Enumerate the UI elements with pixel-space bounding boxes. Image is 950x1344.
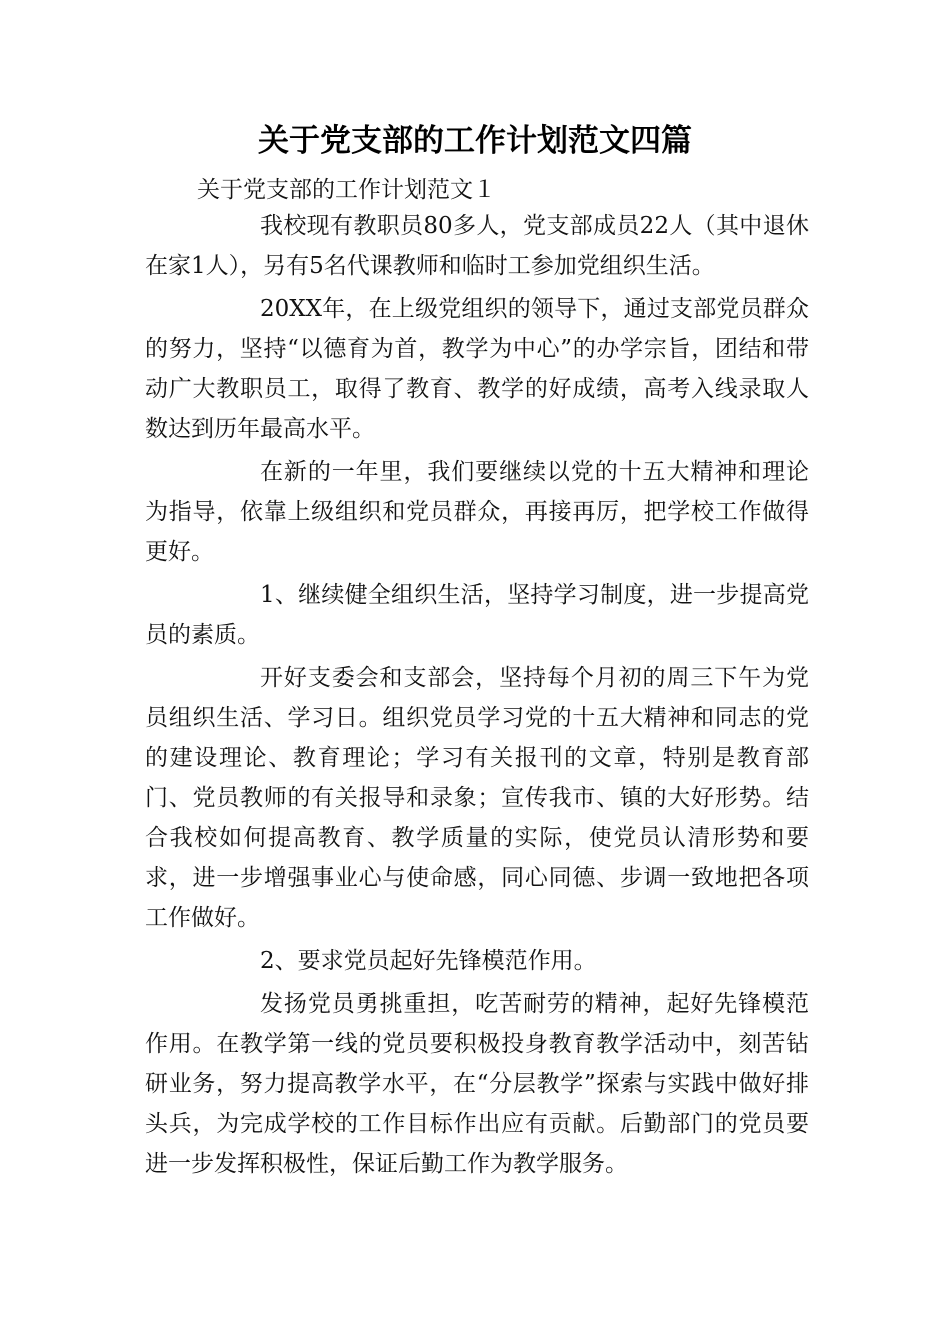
paragraph-6: 2、要求党员起好先锋模范作用。 [260,948,597,974]
paragraph-2: 20XX年，在上级党组织的领导下，通过支部党员群众的努力，坚持“以德育为首，教学为中心”的办学宗旨，团结和带动广大教职员工，取得了教育、教学的好成绩，高考入线录取人数达到历年最高水平。 [145,296,809,442]
document-body [145,206,809,1184]
paragraph-4: 1、继续健全组织生活，坚持学习制度，进一步提高党员的素质。 [145,582,809,648]
paragraph-5: 开好支委会和支部会，坚持每个月初的周三下午为党员组织生活、学习日。组织党员学习党的十五大精神和同志的党的建设理论、教育理论；学习有关报刊的文章，特别是教育部门、党员教师的有关报导和录象；宣传我市、镇的大好形势。结合我校如何提高教育、教学质量的实际，使党员认清形势和要求，进一步增强事业心与使命感，同心同德、步调一致地把各项工作做好。 [145,665,809,931]
paragraph-3: 在新的一年里，我们要继续以党的十五大精神和理论为指导，依靠上级组织和党员群众，再接再厉，把学校工作做得更好。 [145,459,809,565]
paragraph-1: 我校现有教职员80多人，党支部成员22人（其中退休在家1人），另有5名代课教师和临时工参加党组织生活。 [145,213,809,279]
section-subtitle: 关于党支部的工作计划范文１ [197,177,496,203]
document-title: 关于党支部的工作计划范文四篇 [258,123,692,159]
paragraph-7: 发扬党员勇挑重担，吃苦耐劳的精神，起好先锋模范作用。在教学第一线的党员要积极投身教育教学活动中，刻苦钻研业务，努力提高教学水平，在“分层教学”探索与实践中做好排头兵，为完成学校的工作目标作出应有贡献。后勤部门的党员要进一步发挥积极性，保证后勤工作为教学服务。 [145,991,809,1177]
